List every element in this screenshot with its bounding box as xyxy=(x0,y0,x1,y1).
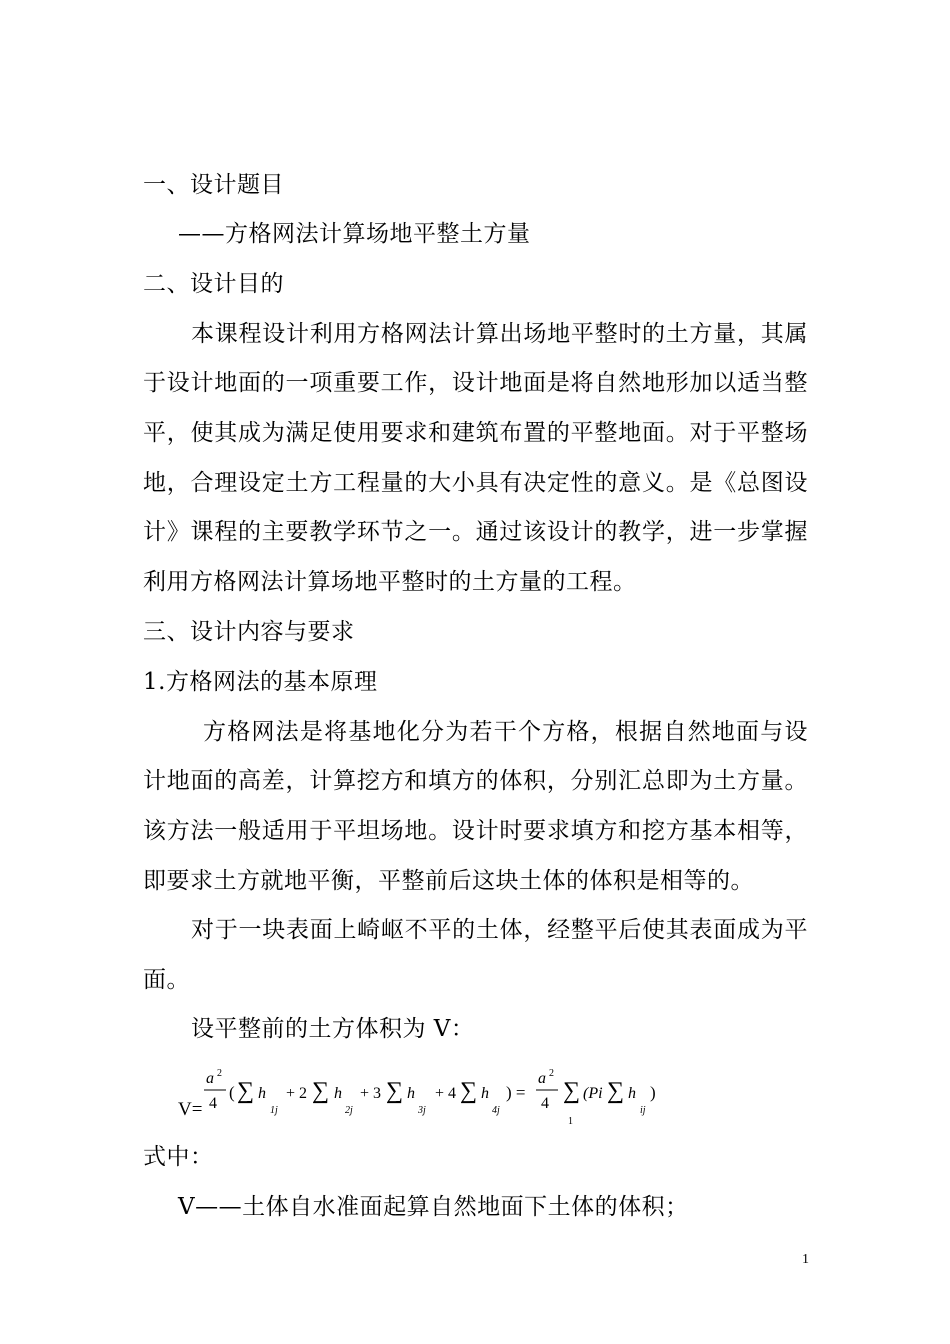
volume-formula xyxy=(0,1060,950,1140)
formula-a: a xyxy=(206,1070,214,1087)
sigma-symbol: ∑ xyxy=(312,1078,330,1104)
formula-close-eq: ) = xyxy=(506,1083,526,1102)
page-number: 1 xyxy=(802,1252,809,1267)
volume-intro: 设平整前的土方体积为 V： xyxy=(191,1016,475,1042)
paragraph-line: 该方法一般适用于平坦场地。设计时要求填方和挖方基本相等， xyxy=(143,818,808,844)
formula-close: ) xyxy=(650,1083,656,1102)
subscript-1j: 1j xyxy=(270,1105,278,1116)
formula-sq: 2 xyxy=(549,1068,554,1079)
sigma-symbol: ∑ xyxy=(237,1078,255,1104)
formula-a: a xyxy=(538,1070,546,1087)
coef-3: + 3 xyxy=(360,1085,382,1102)
paragraph-line: 即要求土方就地平衡，平整前后这块土体的体积是相等的。 xyxy=(143,868,754,894)
paragraph-line: 本课程设计利用方格网法计算出场地平整时的土方量，其属 xyxy=(191,321,808,347)
design-topic-subtitle: ——方格网法计算场地平整土方量 xyxy=(178,221,531,247)
formula-h: h xyxy=(628,1085,636,1102)
coef-2: + 2 xyxy=(286,1085,308,1102)
formula-h: h xyxy=(258,1085,266,1102)
subscript-4j: 4j xyxy=(492,1105,500,1116)
heading-design-topic: 一、设计题目 xyxy=(143,172,284,198)
formula-lhs: V= xyxy=(178,1099,203,1120)
paragraph-line: 方格网法是将基地化分为若干个方格，根据自然地面与设 xyxy=(203,719,808,745)
coef-4: + 4 xyxy=(435,1085,457,1102)
formula-sq: 2 xyxy=(217,1068,222,1079)
paragraph-line: 地，合理设定土方工程量的大小具有决定性的意义。是《总图设 xyxy=(143,470,808,496)
sigma-symbol: ∑ xyxy=(386,1078,404,1104)
heading-design-content: 三、设计内容与要求 xyxy=(143,619,355,645)
definition-v: V——土体自水准面起算自然地面下土体的体积； xyxy=(178,1194,689,1220)
formula-four: 4 xyxy=(541,1095,549,1112)
sum-lower-limit: 1 xyxy=(568,1116,573,1127)
heading-design-purpose: 二、设计目的 xyxy=(143,271,284,297)
paragraph-line: 利用方格网法计算场地平整时的土方量的工程。 xyxy=(143,569,637,595)
paragraph-line: 平，使其成为满足使用要求和建筑布置的平整地面。对于平整场 xyxy=(143,420,808,446)
formula-pi: (Pi xyxy=(583,1085,603,1102)
formula-graphic xyxy=(0,1060,950,1140)
sigma-symbol: ∑ xyxy=(460,1078,478,1104)
section-title-principle: 1.方格网法的基本原理 xyxy=(143,669,378,695)
paragraph-line: 计地面的高差，计算挖方和填方的体积，分别汇总即为土方量。 xyxy=(143,768,808,794)
sigma-symbol: ∑ xyxy=(563,1078,581,1104)
formula-h: h xyxy=(334,1085,342,1102)
sigma-symbol: ∑ xyxy=(607,1078,625,1104)
paragraph-line: 面。 xyxy=(143,967,190,993)
paragraph-line: 于设计地面的一项重要工作，设计地面是将自然地形加以适当整 xyxy=(143,370,808,396)
formula-h: h xyxy=(407,1085,415,1102)
where-label: 式中： xyxy=(143,1144,214,1170)
formula-open: ( xyxy=(229,1083,235,1102)
paragraph-line: 计》课程的主要教学环节之一。通过该设计的教学，进一步掌握 xyxy=(143,519,808,545)
subscript-2j: 2j xyxy=(345,1105,353,1116)
subscript-ij: ij xyxy=(640,1105,646,1116)
subscript-3j: 3j xyxy=(418,1105,426,1116)
paragraph-line: 对于一块表面上崎岖不平的土体，经整平后使其表面成为平 xyxy=(191,917,808,943)
formula-four: 4 xyxy=(209,1095,217,1112)
formula-h: h xyxy=(481,1085,489,1102)
